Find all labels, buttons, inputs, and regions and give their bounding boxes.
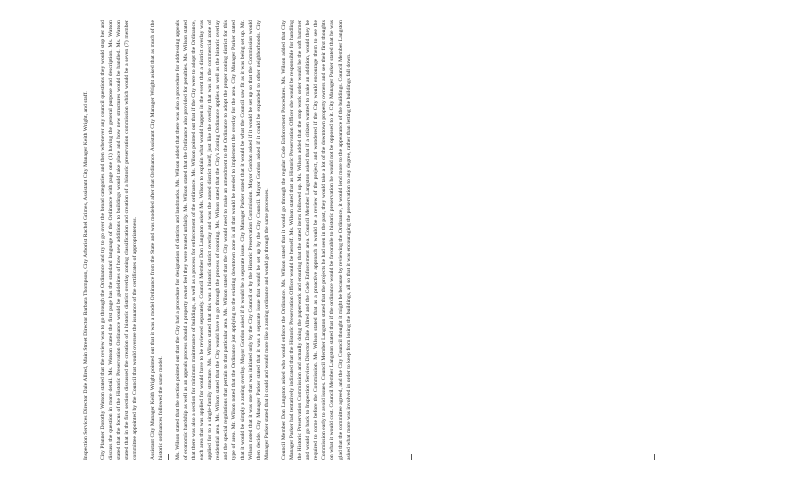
scan-mark <box>654 454 655 460</box>
paragraph-model-ordinance: Assistant City Manager Keith Wright pointed out that it was a model Ordinance from the State and was modeled after that Ordinance. Assistant City Manager Wright asked that as much of the historic ordinances followed the same model. <box>149 20 164 460</box>
paragraph-attendees: Inspection Services Director Dale Allred, Main Street Director Barbara Thompson, City Arborist Rachel Grimes, Assistant City Manager Keith Wright, and staff. <box>83 91 89 460</box>
paragraph-district-designation: Ms. Wilson stated that the section pointed out that the City had a procedure for designation of districts and landmarks. Ms. Wilson added that there was also a procedure for addressing appeals of economic hardship as well as an appeals process should a property owner feel they were treated unfairly. Ms. Wilson stated that the Ordinance also provided for penalties. Ms. Wilson stated that there was also a section for minimum maintenance of buildings, as well as a process for enforcement of the ordinance. Ms. Wilson pointed out that if the City were to adopt the Ordinance, each area that was applied for would have to be reviewed separately. Council Member Don Langston asked Ms. Wilson to explain what would happen in the event that a district overlay was applied for to a single-family structure. Ms. Wilson stated that this was a historic district overlay and was the zoned district itself, just like the overlay that was in the commercial zone of residential area. Ms. Wilson stated that the City would have to go through the process of rezoning. Ms. Wilson stated that the City's Zoning Ordinance applies as well as the historic overlay and the special regulations that pertain to that particular area. Ms. Wilson stated that the City would need to make an amendment to the Ordinance to adopt the proper zoning district for this type of area. Mr. Wilson noted that the Ordinance just applying to the existing downtown zone is all that would be needed to implement the overlay for the area. City Manager Parker stated that it would be simply a zoning overlay. Mayor Gordon asked if it would be a separate issue. City Manager Parker stated that it would be what the Council saw fit as it was being set up. Mr. Wilson noted that it was one that was initiated only by the City Council or by the Historic Preservation Commission. Mayor Gordon asked if it would be set up so that the Commission would then decide. City Manager Parker stated that it was a separate issue that would be set up by the City Council. Mayor Gordon asked if it could be expanded to other neighborhoods. City Manager Parker stated that it could and would more like a zoning ordinance and would go through the same processes. <box>174 20 270 460</box>
scan-mark <box>168 454 169 460</box>
document-body <box>82 20 362 460</box>
scan-mark <box>411 454 412 460</box>
paragraph-enforcement: Council Member Don Langston asked who would enforce the Ordinance. Ms. Wilson stated that it would go through the regular Code Enforcement Procedures. Ms. Wilson added that City Manager Parker had tentatively indicated that the Historic Preservation Officer would be herself. Ms. Wilson stated that as Historic Preservation Officer she would be responsible for handling the Historic Preservation Commission and actually doing the paperwork and ensuring that the stated items followed up. Ms. Wilson added that the stop work order would be the soft hammer and would go back to Inspection Services Director Dale Allred and the Code Enforcement area. Council Member Langston asked that if a citizen wanted to make an addition, would they be required to come before the Commission. Ms. Wilson stated that as a proactive approach it would be a review of the project, and wondered if the City would encourage them to see the Commission early to avoid issues. Council Member Langston stated that the projects he had seen in the past, they would take a lot of the downtown property owners and see their first thoughts on what it would cost. Council Member Langston stated that if the ordinance would be favorable to historic preservation he would not be opposed to it. City Manager Parker stated that he was glad that the committee agreed, and the City Council thought it might be because by reviewing the Ordinance, it would lend more to the appearance of the buildings. Council Member Langston asked what more was involved in order to keep from losing the buildings, all so that it was encouraging the preservation to any degree, rather than letting the buildings fall down. <box>280 20 352 460</box>
paragraph-ordinance-overview: City Planner Dorothy Watson stated that the review was to go through the Ordinance and try to go over the broad categories and then whenever any council questions they would stop her and discuss the question in more detail. Ms. Watson stated the first page has the standard language of the Ordinance with page one (1) having the general purpose and description. Ms. Watson stated that the focus of the Historic Preservation Ordinance would be guidelines of how new additions to buildings would take place and how new structures would be handled. Ms. Watson stated that in the first section discussed the creation of a historic district overlay zoning classification and creation of a historic preservation commission which would be a seven (7) member committee appointed by the Council that would oversee the issuance of the certificates of appropriateness. <box>100 20 139 460</box>
